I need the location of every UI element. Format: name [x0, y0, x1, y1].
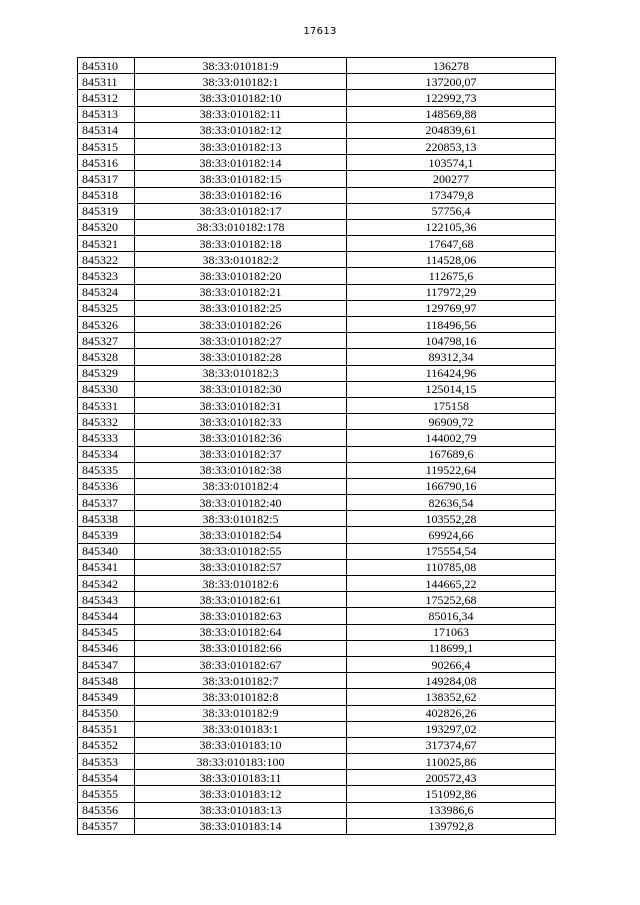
- value-cell: 171063: [347, 624, 556, 640]
- value-cell: 117972,29: [347, 284, 556, 300]
- row-number-cell: 845337: [78, 495, 135, 511]
- cadastral-number-cell: 38:33:010182:9: [135, 705, 347, 721]
- cadastral-number-cell: 38:33:010182:25: [135, 300, 347, 316]
- row-number-cell: 845335: [78, 462, 135, 478]
- table-row: [78, 349, 556, 365]
- cadastral-number-cell: 38:33:010182:54: [135, 527, 347, 543]
- row-number-cell: 845346: [78, 640, 135, 656]
- cadastral-number-cell: 38:33:010182:21: [135, 284, 347, 300]
- cadastral-number-cell: 38:33:010183:100: [135, 754, 347, 770]
- row-number-cell: 845344: [78, 608, 135, 624]
- value-cell: 220853,13: [347, 138, 556, 154]
- cadastral-number-cell: 38:33:010182:57: [135, 559, 347, 575]
- row-number-cell: 845310: [78, 58, 135, 74]
- value-cell: 138352,62: [347, 689, 556, 705]
- cadastral-number-cell: 38:33:010181:9: [135, 58, 347, 74]
- value-cell: 112675,6: [347, 268, 556, 284]
- table-row: [78, 818, 556, 834]
- table-row: [78, 252, 556, 268]
- row-number-cell: 845324: [78, 284, 135, 300]
- value-cell: 148569,88: [347, 106, 556, 122]
- value-cell: 85016,34: [347, 608, 556, 624]
- row-number-cell: 845322: [78, 252, 135, 268]
- value-cell: 110025,86: [347, 754, 556, 770]
- table-row: [78, 284, 556, 300]
- cadastral-number-cell: 38:33:010182:55: [135, 543, 347, 559]
- cadastral-number-cell: 38:33:010182:28: [135, 349, 347, 365]
- value-cell: 125014,15: [347, 381, 556, 397]
- table-row: [78, 656, 556, 672]
- row-number-cell: 845357: [78, 818, 135, 834]
- table-row: [78, 333, 556, 349]
- cadastral-number-cell: 38:33:010183:10: [135, 737, 347, 753]
- cadastral-number-cell: 38:33:010182:5: [135, 511, 347, 527]
- value-cell: 144002,79: [347, 430, 556, 446]
- value-cell: 136278: [347, 58, 556, 74]
- row-number-cell: 845352: [78, 737, 135, 753]
- row-number-cell: 845351: [78, 721, 135, 737]
- row-number-cell: 845334: [78, 446, 135, 462]
- value-cell: 151092,86: [347, 786, 556, 802]
- cadastral-number-cell: 38:33:010183:1: [135, 721, 347, 737]
- cadastral-number-cell: 38:33:010182:4: [135, 478, 347, 494]
- table-row: [78, 106, 556, 122]
- value-cell: 122992,73: [347, 90, 556, 106]
- table-row: [78, 365, 556, 381]
- row-number-cell: 845320: [78, 219, 135, 235]
- table-row: [78, 430, 556, 446]
- row-number-cell: 845316: [78, 155, 135, 171]
- cadastral-number-cell: 38:33:010182:13: [135, 138, 347, 154]
- cadastral-number-cell: 38:33:010182:20: [135, 268, 347, 284]
- row-number-cell: 845331: [78, 397, 135, 413]
- cadastral-number-cell: 38:33:010182:178: [135, 219, 347, 235]
- value-cell: 175554,54: [347, 543, 556, 559]
- cadastral-number-cell: 38:33:010182:27: [135, 333, 347, 349]
- value-cell: 103552,28: [347, 511, 556, 527]
- row-number-cell: 845312: [78, 90, 135, 106]
- value-cell: 114528,06: [347, 252, 556, 268]
- value-cell: 104798,16: [347, 333, 556, 349]
- table-row: [78, 155, 556, 171]
- value-cell: 118699,1: [347, 640, 556, 656]
- table-row: [78, 236, 556, 252]
- value-cell: 96909,72: [347, 414, 556, 430]
- table-row: [78, 171, 556, 187]
- cadastral-number-cell: 38:33:010183:12: [135, 786, 347, 802]
- table-row: [78, 414, 556, 430]
- row-number-cell: 845318: [78, 187, 135, 203]
- row-number-cell: 845340: [78, 543, 135, 559]
- row-number-cell: 845342: [78, 576, 135, 592]
- cadastral-number-cell: 38:33:010183:13: [135, 802, 347, 818]
- row-number-cell: 845330: [78, 381, 135, 397]
- table-row: [78, 317, 556, 333]
- table-body: [78, 58, 556, 835]
- row-number-cell: 845311: [78, 74, 135, 90]
- value-cell: 167689,6: [347, 446, 556, 462]
- value-cell: 175158: [347, 397, 556, 413]
- table-row: [78, 770, 556, 786]
- value-cell: 69924,66: [347, 527, 556, 543]
- cadastral-number-cell: 38:33:010182:12: [135, 122, 347, 138]
- table-row: [78, 640, 556, 656]
- cadastral-number-cell: 38:33:010183:14: [135, 818, 347, 834]
- table-row: [78, 268, 556, 284]
- row-number-cell: 845315: [78, 138, 135, 154]
- row-number-cell: 845333: [78, 430, 135, 446]
- cadastral-number-cell: 38:33:010182:7: [135, 673, 347, 689]
- value-cell: 144665,22: [347, 576, 556, 592]
- table-row: [78, 187, 556, 203]
- table-row: [78, 624, 556, 640]
- row-number-cell: 845327: [78, 333, 135, 349]
- table-row: [78, 721, 556, 737]
- table-row: [78, 689, 556, 705]
- cadastral-number-cell: 38:33:010182:66: [135, 640, 347, 656]
- cadastral-number-cell: 38:33:010182:64: [135, 624, 347, 640]
- value-cell: 57756,4: [347, 203, 556, 219]
- value-cell: 82636,54: [347, 495, 556, 511]
- row-number-cell: 845355: [78, 786, 135, 802]
- cadastral-number-cell: 38:33:010182:10: [135, 90, 347, 106]
- table-row: [78, 737, 556, 753]
- value-cell: 204839,61: [347, 122, 556, 138]
- value-cell: 119522,64: [347, 462, 556, 478]
- cadastral-number-cell: 38:33:010182:18: [135, 236, 347, 252]
- cadastral-number-cell: 38:33:010182:15: [135, 171, 347, 187]
- cadastral-number-cell: 38:33:010182:16: [135, 187, 347, 203]
- value-cell: 166790,16: [347, 478, 556, 494]
- cadastral-number-cell: 38:33:010182:8: [135, 689, 347, 705]
- row-number-cell: 845345: [78, 624, 135, 640]
- row-number-cell: 845328: [78, 349, 135, 365]
- row-number-cell: 845314: [78, 122, 135, 138]
- value-cell: 402826,26: [347, 705, 556, 721]
- cadastral-number-cell: 38:33:010182:14: [135, 155, 347, 171]
- table-row: [78, 397, 556, 413]
- value-cell: 200277: [347, 171, 556, 187]
- table-row: [78, 90, 556, 106]
- cadastral-number-cell: 38:33:010182:6: [135, 576, 347, 592]
- row-number-cell: 845329: [78, 365, 135, 381]
- value-cell: 133986,6: [347, 802, 556, 818]
- row-number-cell: 845323: [78, 268, 135, 284]
- row-number-cell: 845339: [78, 527, 135, 543]
- row-number-cell: 845317: [78, 171, 135, 187]
- cadastral-number-cell: 38:33:010182:3: [135, 365, 347, 381]
- page-number: 17613: [303, 26, 337, 37]
- table-row: [78, 592, 556, 608]
- table-row: [78, 381, 556, 397]
- table-row: [78, 543, 556, 559]
- table-row: [78, 559, 556, 575]
- table-row: [78, 74, 556, 90]
- cadastral-number-cell: 38:33:010182:26: [135, 317, 347, 333]
- value-cell: 175252,68: [347, 592, 556, 608]
- value-cell: 317374,67: [347, 737, 556, 753]
- row-number-cell: 845332: [78, 414, 135, 430]
- cadastral-number-cell: 38:33:010182:63: [135, 608, 347, 624]
- value-cell: 17647,68: [347, 236, 556, 252]
- table-row: [78, 58, 556, 74]
- row-number-cell: 845353: [78, 754, 135, 770]
- cadastral-number-cell: 38:33:010182:67: [135, 656, 347, 672]
- table-row: [78, 203, 556, 219]
- row-number-cell: 845325: [78, 300, 135, 316]
- value-cell: 129769,97: [347, 300, 556, 316]
- table-row: [78, 122, 556, 138]
- cadastral-number-cell: 38:33:010182:40: [135, 495, 347, 511]
- row-number-cell: 845348: [78, 673, 135, 689]
- value-cell: 118496,56: [347, 317, 556, 333]
- table-row: [78, 495, 556, 511]
- cadastral-number-cell: 38:33:010182:37: [135, 446, 347, 462]
- row-number-cell: 845321: [78, 236, 135, 252]
- row-number-cell: 845347: [78, 656, 135, 672]
- table-row: [78, 300, 556, 316]
- value-cell: 116424,96: [347, 365, 556, 381]
- row-number-cell: 845338: [78, 511, 135, 527]
- value-cell: 89312,34: [347, 349, 556, 365]
- table-row: [78, 673, 556, 689]
- cadastral-value-table: [77, 57, 556, 835]
- table-row: [78, 138, 556, 154]
- table-row: [78, 576, 556, 592]
- table-row: [78, 219, 556, 235]
- cadastral-number-cell: 38:33:010182:30: [135, 381, 347, 397]
- table-row: [78, 786, 556, 802]
- value-cell: 173479,8: [347, 187, 556, 203]
- table-row: [78, 511, 556, 527]
- cadastral-number-cell: 38:33:010182:36: [135, 430, 347, 446]
- value-cell: 137200,07: [347, 74, 556, 90]
- value-cell: 110785,08: [347, 559, 556, 575]
- table-row: [78, 608, 556, 624]
- cadastral-number-cell: 38:33:010182:61: [135, 592, 347, 608]
- table-row: [78, 446, 556, 462]
- value-cell: 200572,43: [347, 770, 556, 786]
- row-number-cell: 845313: [78, 106, 135, 122]
- value-cell: 103574,1: [347, 155, 556, 171]
- row-number-cell: 845326: [78, 317, 135, 333]
- cadastral-number-cell: 38:33:010182:17: [135, 203, 347, 219]
- row-number-cell: 845341: [78, 559, 135, 575]
- table-row: [78, 802, 556, 818]
- value-cell: 122105,36: [347, 219, 556, 235]
- table-row: [78, 462, 556, 478]
- row-number-cell: 845349: [78, 689, 135, 705]
- row-number-cell: 845354: [78, 770, 135, 786]
- table-row: [78, 527, 556, 543]
- table-row: [78, 754, 556, 770]
- row-number-cell: 845336: [78, 478, 135, 494]
- value-cell: 139792,8: [347, 818, 556, 834]
- cadastral-number-cell: 38:33:010182:38: [135, 462, 347, 478]
- row-number-cell: 845356: [78, 802, 135, 818]
- table-row: [78, 705, 556, 721]
- cadastral-number-cell: 38:33:010183:11: [135, 770, 347, 786]
- value-cell: 90266,4: [347, 656, 556, 672]
- cadastral-number-cell: 38:33:010182:1: [135, 74, 347, 90]
- cadastral-number-cell: 38:33:010182:31: [135, 397, 347, 413]
- row-number-cell: 845350: [78, 705, 135, 721]
- row-number-cell: 845319: [78, 203, 135, 219]
- row-number-cell: 845343: [78, 592, 135, 608]
- value-cell: 149284,08: [347, 673, 556, 689]
- value-cell: 193297,02: [347, 721, 556, 737]
- cadastral-number-cell: 38:33:010182:33: [135, 414, 347, 430]
- table-row: [78, 478, 556, 494]
- cadastral-number-cell: 38:33:010182:2: [135, 252, 347, 268]
- cadastral-number-cell: 38:33:010182:11: [135, 106, 347, 122]
